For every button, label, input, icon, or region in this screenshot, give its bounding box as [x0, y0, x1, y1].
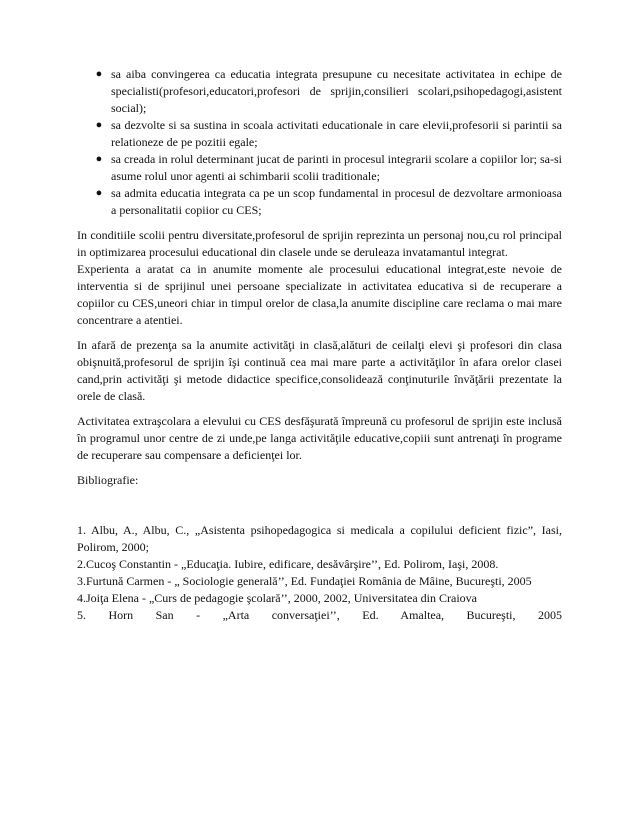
bullet-item: [77, 117, 562, 151]
bibliography-item: 4.Joiţa Elena - „Curs de pedagogie şcolară’’, 2000, 2002, Universitatea din Craiova: [77, 591, 477, 605]
paragraph-sprijin-role: In conditiile scolii pentru diversitate,profesorul de sprijin reprezinta un personaj nou,cu rol principal in optimizarea procesului educational din clasele unde se deruleaza invatamantul integrat.: [77, 228, 562, 259]
bibliography-item: 1. Albu, A., Albu, C., „Asistenta psihopedagogica si medicala a copilului deficient fizic”, Iasi, Polirom, 2000;: [77, 523, 562, 554]
bullet-text: sa admita educatia integrata ca pe un scop fundamental in procesul de dezvoltare armonioasa a personalitatii copiior cu CES;: [111, 186, 562, 217]
paragraph-outside-class: In afară de prezenţa sa la anumite activităţi in clasă,alături de ceilalţi elevi şi profesori din clasa obişnuită,profesorul de sprijin îşi continuă cea mai mare parte a activităţilor în afara orelor clasei cand,prin activităţi şi metode didactice specifice,consolidează conţinuturile învăţării prezentate la orele de clasă.: [77, 338, 562, 403]
paragraph-extracurricular: Activitatea extraşcolara a elevului cu CES desfăşurată împreună cu profesorul de sprijin este inclusă în programul unor centre de zi unde,pe langa activităţile educative,copiii sunt antrenaţi în programe de recuperare sau compensare a deficienţei lor.: [77, 414, 562, 462]
bullet-item: [77, 151, 562, 185]
bullet-text: sa dezvolte si sa sustina in scoala activitati educationale in care elevii,profesorii si parintii sa relationeze de pe pozitii egale;: [111, 118, 562, 149]
bullet-icon: ●: [95, 187, 103, 199]
bibliography-item: 5. Horn San - „Arta conversaţiei’’, Ed. Amaltea, Bucureşti, 2005: [77, 608, 562, 622]
bullet-text: sa creada in rolul determinant jucat de parinti in procesul integrarii scolare a copiilor lor; sa-si asume rolul unor agenti ai schimbarii scolii traditionale;: [111, 152, 562, 183]
bullet-text: sa aiba convingerea ca educatia integrata presupune cu necesitate activitatea in echipe de specialisti(profesori,educatori,profesori de sprijin,consilieri scolari,psihopedagogi,asistent social);: [111, 67, 562, 115]
bullet-icon: ●: [95, 153, 103, 165]
paragraph-experience: Experienta a aratat ca in anumite momente ale procesului educational integrat,este nevoie de interventia si de sprijinul unei persoane specializate in activitatea educativa si de recuperare a copiilor cu CES,uneori chiar in timpul orelor de clasa,la anumite discipline care reclama o mai mare concentrare a atentiei.: [77, 262, 562, 327]
bibliography-list: [77, 522, 562, 624]
bibliography-item: 3.Furtună Carmen - „ Sociologie generală’’, Ed. Fundaţiei România de Mâine, Bucureşti, 2005: [77, 574, 532, 588]
bullet-item: [77, 185, 562, 219]
document-page: [77, 66, 562, 624]
bullet-item: [77, 66, 562, 117]
bullet-icon: ●: [95, 68, 103, 80]
bullet-list: [77, 66, 562, 219]
bibliography-item: 2.Cucoş Constantin - „Educaţia. Iubire, edificare, desăvârşire’’, Ed. Polirom, Iaşi, 2008.: [77, 557, 499, 571]
bibliography-heading: Bibliografie:: [77, 473, 139, 487]
bullet-icon: ●: [95, 119, 103, 131]
